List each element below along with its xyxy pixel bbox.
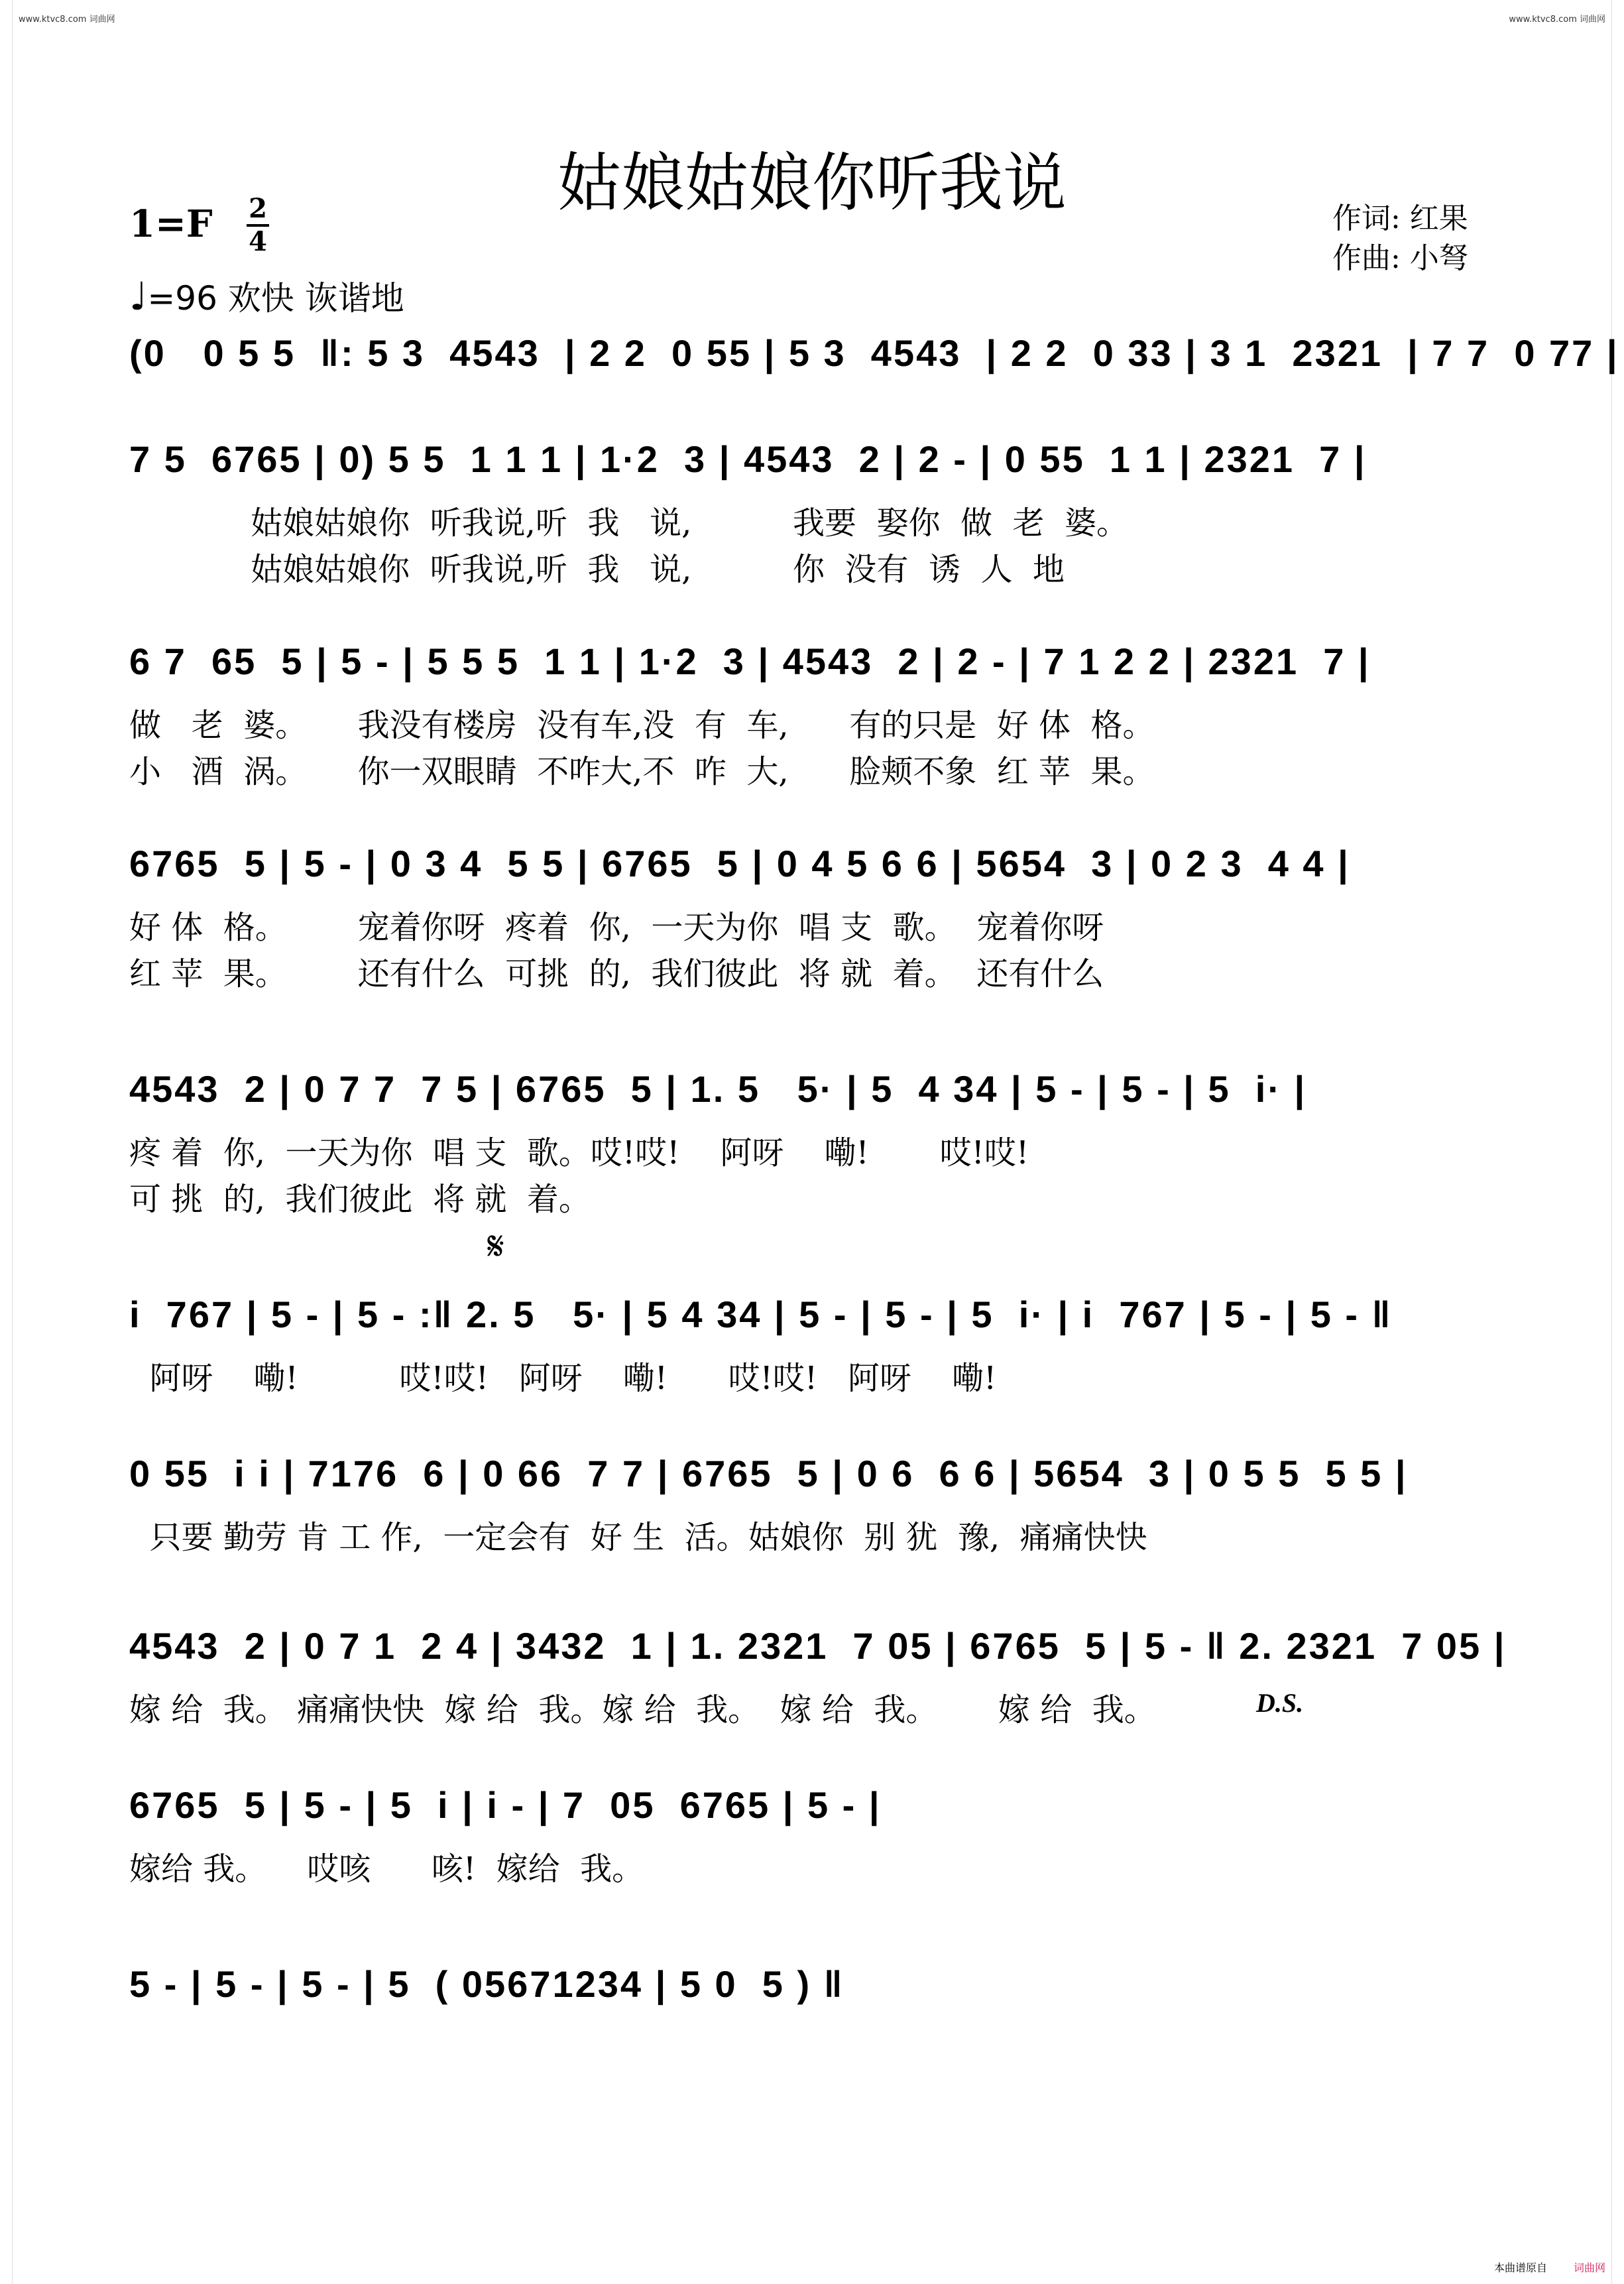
footer-brand: 词曲网	[1573, 2261, 1605, 2274]
time-signature	[247, 194, 269, 257]
site-url-right: www.ktvc8.com 词曲网	[1509, 15, 1605, 25]
lyric-verse-1: 好 体 格。 宠着你呀 疼着 你, 一天为你 唱 支 歌。 宠着你呀	[129, 909, 1104, 946]
lyric-verse-1: 姑娘姑娘你 听我说,听 我 说, 我要 娶你 做 老 婆。	[129, 505, 1129, 542]
lyric-verse-1: 只要 勤劳 肯 工 作, 一定会有 好 生 活。姑娘你 别 犹 豫, 痛痛快快	[129, 1519, 1147, 1556]
credits	[1332, 199, 1468, 278]
lyric-verse-1: 阿呀 嘞! 哎!哎! 阿呀 嘞! 哎!哎! 阿呀 嘞!	[129, 1360, 997, 1397]
lyricist: 作词: 红果	[1332, 202, 1468, 235]
music-line: 6765 5 | 5 - | 5 i | i - | 7 05 6765 | 5 - |	[129, 1784, 882, 1826]
ds-mark: D.S.	[1256, 1688, 1304, 1718]
music-line: 6 7 65 5 | 5 - | 5 5 5 1 1 | 1·2 3 | 4543 2 | 2 - | 7 1 2 2 | 2321 7 |	[129, 640, 1371, 682]
music-line: 0 55 i i | 7176 6 | 0 66 7 7 | 6765 5 | 0 6 6 6 | 5654 3 | 0 5 5 5 5 |	[129, 1453, 1408, 1494]
lyric-verse-1: 疼 着 你, 一天为你 唱 支 歌。哎!哎! 阿呀 嘞! 哎!哎!	[129, 1134, 1029, 1172]
time-signature-bottom: 4	[249, 226, 267, 257]
composer: 作曲: 小弩	[1332, 241, 1468, 275]
site-url-left: www.ktvc8.com 词曲网	[19, 15, 115, 25]
lyric-verse-1: 做 老 婆。 我没有楼房 没有车,没 有 车, 有的只是 好 体 格。	[129, 707, 1155, 744]
tempo-marking	[129, 272, 404, 320]
tempo-value: =96	[147, 279, 217, 318]
segno-icon: 𝄋	[487, 1223, 504, 1270]
music-line: 4543 2 | 0 7 1 2 4 | 3432 1 | 1. 2321 7 05 | 6765 5 | 5 - ‖ 2. 2321 7 05 |	[129, 1625, 1507, 1667]
tempo-mood: 欢快 诙谐地	[227, 279, 404, 318]
footer	[1494, 2259, 1605, 2275]
lyric-verse-1: 嫁 给 我。 痛痛快快 嫁 给 我。嫁 给 我。 嫁 给 我。 嫁 给 我。	[129, 1691, 1156, 1728]
footer-text: 本曲谱原自	[1493, 2261, 1547, 2274]
quarter-note-icon: ♩	[129, 274, 148, 319]
lyric-verse-2: 小 酒 涡。 你一双眼睛 不咋大,不 咋 大, 脸颊不象 红 苹 果。	[129, 753, 1155, 790]
song-title: 姑娘姑娘你听我说	[557, 146, 1067, 220]
lyric-verse-2: 姑娘姑娘你 听我说,听 我 说, 你 没有 诱 人 地	[129, 551, 1065, 588]
lyric-verse-2: 可 挑 的, 我们彼此 将 就 着。	[129, 1181, 591, 1218]
key-signature: 1=F	[129, 202, 213, 246]
music-line: i 767 | 5 - | 5 - :‖ 2. 5 5· | 5 4 34 | 5 - | 5 - | 5 i· | i 767 | 5 - | 5 - ‖	[129, 1293, 1393, 1335]
time-signature-top: 2	[249, 193, 267, 224]
music-line: 7 5 6765 | 0) 5 5 1 1 1 | 1·2 3 | 4543 2 | 2 - | 0 55 1 1 | 2321 7 |	[129, 438, 1367, 480]
lyric-verse-2: 红 苹 果。 还有什么 可挑 的, 我们彼此 将 就 着。 还有什么	[129, 955, 1104, 992]
left-watermark-strip	[0, 0, 13, 2284]
music-line: (0 0 5 5 ‖: 5 3 4543 | 2 2 0 55 | 5 3 4543 | 2 2 0 33 | 3 1 2321 | 7 7 0 77 |	[129, 332, 1619, 374]
lyric-verse-1: 嫁给 我。 哎咳 咳! 嫁给 我。	[129, 1850, 644, 1888]
music-line: 5 - | 5 - | 5 - | 5 ( 05671234 | 5 0 5 ) ‖	[129, 1963, 844, 2005]
music-line: 4543 2 | 0 7 7 7 5 | 6765 5 | 1. 5 5· | 5 4 34 | 5 - | 5 - | 5 i· |	[129, 1068, 1307, 1110]
music-line: 6765 5 | 5 - | 0 3 4 5 5 | 6765 5 | 0 4 5 6 6 | 5654 3 | 0 2 3 4 4 |	[129, 843, 1350, 884]
